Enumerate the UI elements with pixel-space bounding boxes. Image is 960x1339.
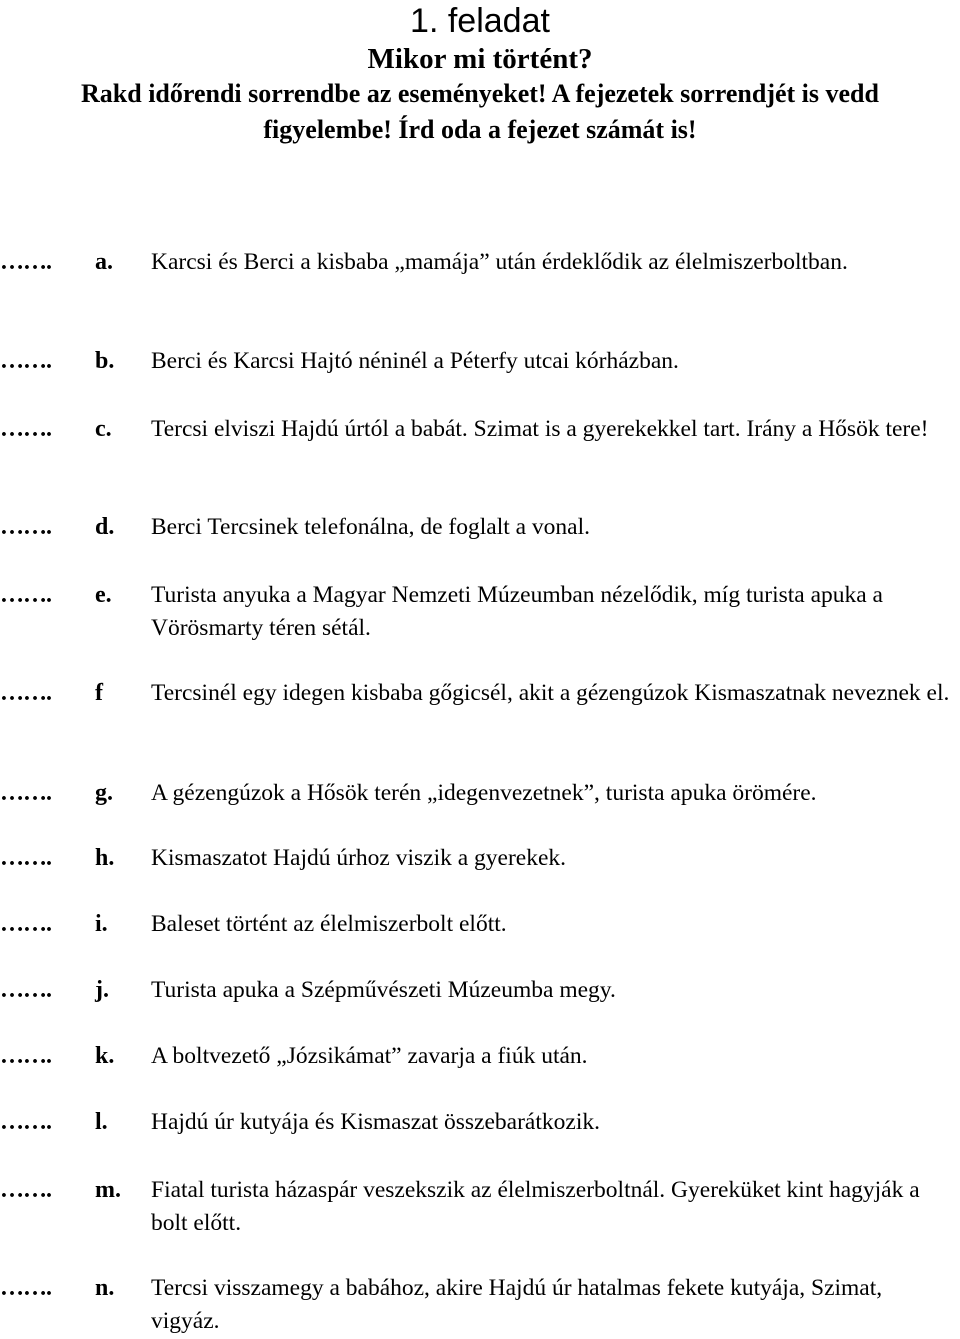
item-text: Tercsinél egy idegen kisbaba gőgicsél, akit a gézengúzok Kismaszatnak neveznek el.: [151, 680, 950, 706]
item-letter: e.: [95, 582, 112, 608]
answer-blank[interactable]: …….: [0, 680, 51, 706]
item-text: Karcsi és Berci a kisbaba „mamája” után érdeklődik az élelmiszerboltban.: [151, 249, 848, 275]
item-text: Turista apuka a Szépművészeti Múzeumba megy.: [151, 977, 616, 1003]
answer-blank[interactable]: …….: [0, 582, 51, 608]
answer-blank[interactable]: …….: [0, 249, 51, 275]
answer-blank[interactable]: …….: [0, 1109, 51, 1135]
answer-blank[interactable]: …….: [0, 977, 51, 1003]
item-letter: l.: [95, 1109, 108, 1135]
item-text: Hajdú úr kutyája és Kismaszat összebarátkozik.: [151, 1109, 600, 1135]
item-letter: k.: [95, 1043, 115, 1069]
task-number: 1. feladat: [410, 2, 550, 40]
item-text: Kismaszatot Hajdú úrhoz viszik a gyerekek.: [151, 845, 567, 871]
item-text: Tercsi elviszi Hajdú úrtól a babát. Szimat is a gyerekekkel tart. Irány a Hősök tere!: [151, 416, 929, 442]
answer-blank[interactable]: …….: [0, 911, 51, 937]
task-title: Mikor mi történt?: [367, 43, 593, 75]
answer-blank[interactable]: …….: [0, 1177, 51, 1203]
item-letter: b.: [95, 348, 115, 374]
item-text: A boltvezető „Józsikámat” zavarja a fiúk után.: [151, 1043, 588, 1069]
item-text: Fiatal turista házaspár veszekszik az élelmiszerboltnál. Gyereküket kint hagyják a bolt előtt.: [151, 1177, 920, 1236]
worksheet-header: [0, 0, 960, 148]
item-text: Berci és Karcsi Hajtó néninél a Péterfy utcai kórházban.: [151, 348, 679, 374]
item-letter: j.: [95, 977, 109, 1003]
item-letter: i.: [95, 911, 108, 937]
task-instruction: Rakd időrendi sorrendbe az eseményeket! A fejezetek sorrendjét is vedd figyelembe! Írd oda a fejezet számát is!: [81, 79, 879, 144]
item-letter: g.: [95, 780, 113, 806]
item-letter: c.: [95, 416, 112, 442]
item-letter: h.: [95, 845, 115, 871]
answer-blank[interactable]: …….: [0, 1043, 51, 1069]
answer-blank[interactable]: …….: [0, 514, 51, 540]
answer-blank[interactable]: …….: [0, 780, 51, 806]
item-text: Tercsi visszamegy a babához, akire Hajdú úr hatalmas fekete kutyája, Szimat, vigyáz.: [151, 1275, 883, 1334]
item-text: Turista anyuka a Magyar Nemzeti Múzeumban nézelődik, míg turista apuka a Vörösmarty téren sétál.: [151, 582, 883, 641]
item-text: A gézengúzok a Hősök terén „idegenvezetnek”, turista apuka örömére.: [151, 780, 817, 806]
answer-blank[interactable]: …….: [0, 1275, 51, 1301]
answer-blank[interactable]: …….: [0, 845, 51, 871]
item-letter: m.: [95, 1177, 121, 1203]
item-letter: f: [95, 680, 103, 706]
item-letter: d.: [95, 514, 115, 540]
item-letter: n.: [95, 1275, 115, 1301]
item-letter: a.: [95, 249, 113, 275]
item-text: Berci Tercsinek telefonálna, de foglalt a vonal.: [151, 514, 591, 540]
item-text: Baleset történt az élelmiszerbolt előtt.: [151, 911, 507, 937]
answer-blank[interactable]: …….: [0, 416, 51, 442]
answer-blank[interactable]: …….: [0, 348, 51, 374]
